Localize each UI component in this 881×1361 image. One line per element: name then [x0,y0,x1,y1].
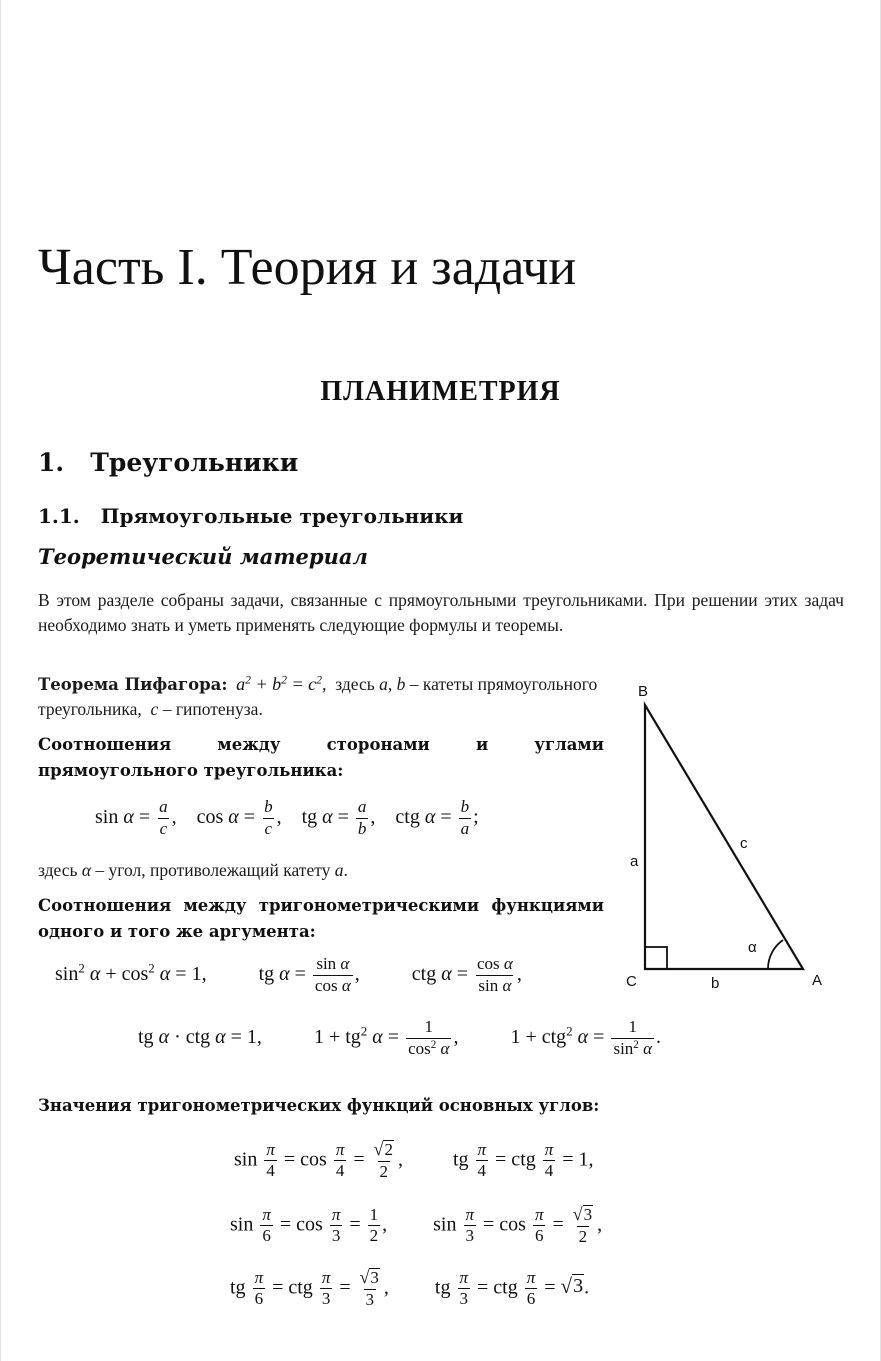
sides-angles-heading: Соотношения между сторонами и углами прямоугольного треугольника: [38,735,604,780]
trig-relations-heading: Соотношения между тригонометрическими функциями одного и того же аргумента: [38,896,604,941]
vertex-c-label: C [626,973,637,990]
pythagoras-formula: $a^2 + b^2 = c^2$, [236,673,327,694]
sides-angles-formulas: sin α = $\frac{a}{c}$ , cos α = $\frac{b}{c}$ , tg α = $\frac{a}{b}$ , ctg α = $\frac{b}{a}$ ; [95,797,479,838]
side-a-label: a [630,853,639,870]
chapter-number: 1. [38,448,65,477]
pythagoras-legs-vars: a, b [379,674,406,694]
subsection-heading [38,504,463,528]
vertex-a-label: A [812,972,823,989]
right-angle-mark [645,947,667,969]
theory-subheading: Теоретический материал [38,544,368,569]
pythagoras-label: Теорема Пифагора: [38,675,228,694]
right-triangle-figure [600,670,850,1000]
pythagoras-legs-text: – катеты прямоугольного треугольника, [38,674,598,719]
values-heading: Значения тригонометрических функций основных углов: [38,1096,600,1115]
pythagoras-here: здесь [335,674,375,694]
values-row1: sin $\frac{\pi}{4}$ = cos $\frac{\pi}{4}$ = √ 2 2 , tg $\frac{\pi}{4}$ = ctg $\frac{\pi}{4}$ = 1, [234,1139,594,1181]
angle-note-prefix: здесь [38,860,78,880]
side-b-label: b [711,975,720,992]
subsection-title: Прямоугольные треугольники [100,504,464,528]
trig-identities-row2: tg α · ctg α = 1, $1 + tg^2$ α = $\frac{1}{\cos^2 \alpha}$ , 1 + ctg$^2$ α = $\frac{1}{\sin^2 \alpha}$ . [138,1017,662,1058]
part-title: Часть I. Теория и задачи [38,239,577,296]
pythagoras-hyp-text: – гипотенуза. [162,699,263,719]
values-row2: sin $\frac{\pi}{6}$ = cos $\frac{\pi}{3}$ = $\frac{1}{2}$ , sin $\frac{\pi}{3}$ = cos $\frac{\pi}{6}$ = √ 3 2 , [230,1204,603,1246]
chapter-heading [38,448,298,477]
chapter-title: Треугольники [90,448,299,477]
section-title: ПЛАНИМЕТРИЯ [320,376,561,407]
pythagoras-theorem [38,672,606,722]
intro-paragraph: В этом разделе собраны задачи, связанные с прямоугольными треугольниками. При решении этих задач необходимо знать и уметь применять следующие формулы и теоремы. [38,590,844,635]
trig-identities-row1: $\sin^2 \alpha + \cos^2 \alpha = 1$, tg α = $\frac{\text{sin α}}{\text{cos α}}$ , ctg α = $\frac{\text{cos α}}{\text{sin α}}$ , [55,954,522,995]
angle-note-alpha: α [81,860,92,880]
page-left-edge [0,0,1,1361]
values-row3: tg $\frac{\pi}{6}$ = ctg $\frac{\pi}{3}$ = √ 3 3 , tg $\frac{\pi}{3}$ = ctg $\frac{\pi}{6}$ = √ 3 . [230,1267,590,1309]
subsection-number: 1.1. [38,504,80,528]
angle-alpha-label: α [748,939,757,956]
angle-note: здесь α – угол, противолежащий катету a. [38,860,348,880]
angle-note-var: a [334,860,344,880]
side-c-label: c [740,835,748,852]
triangle-outline [645,705,803,969]
angle-alpha-arc [768,940,783,969]
pythagoras-hyp-var: c [150,699,159,719]
angle-note-text: – угол, противолежащий катету [95,860,331,880]
vertex-b-label: B [638,683,649,700]
